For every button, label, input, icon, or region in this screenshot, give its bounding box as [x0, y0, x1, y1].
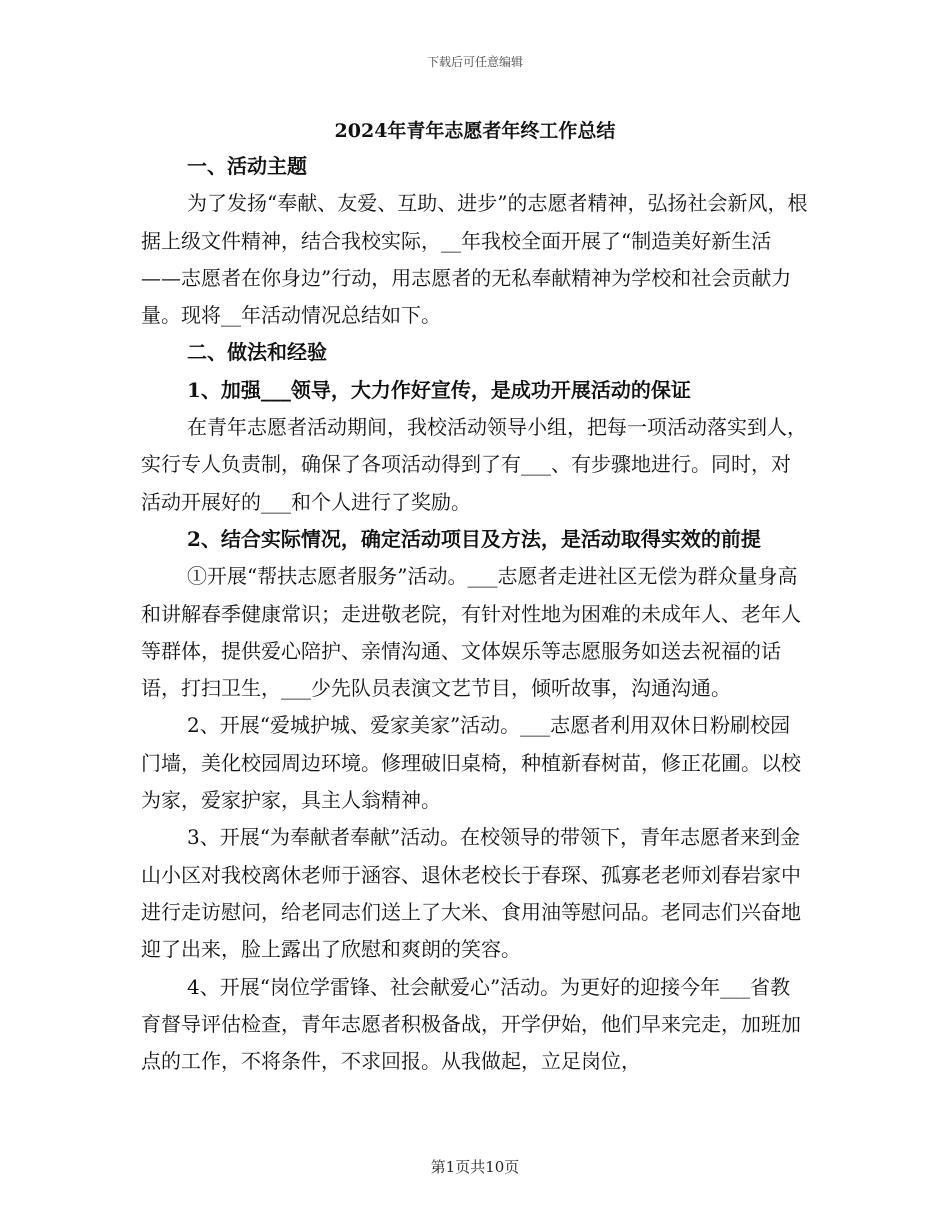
document-title: 2024年青年志愿者年终工作总结: [334, 120, 616, 142]
document-body: [141, 148, 809, 1080]
paragraph: 4、开展“岗位学雷锋、社会献爱心”活动。为更好的迎接今年___省教育督导评估检查，青年志愿者积极备战，开学伊始，他们早来完走，加班加点的工作，不将条件，不求回报。从我做起，立足岗位，: [141, 974, 801, 1074]
section-heading-2: 二、做法和经验: [187, 340, 327, 365]
subsection-heading-2: 2、结合实际情况，确定活动项目及方法，是活动取得实效的前提: [187, 526, 761, 551]
paragraph: 为了发扬“奉献、友爱、互助、进步”的志愿者精神，弘扬社会新风，根据上级文件精神，结合我校实际，__年我校全面开展了“制造美好新生活——志愿者在你身边”行动，用志愿者的无私奉献精神为学校和社会贡献力量。现将__年活动情况总结如下。: [141, 191, 808, 328]
subsection-heading-1: 1、加强___领导，大力作好宣传，是成功开展活动的保证: [187, 377, 691, 402]
page-number: 第1页共10页: [430, 1158, 520, 1176]
paragraph: ①开展“帮扶志愿者服务”活动。___志愿者走进社区无偿为群众量身高和讲解春季健康常识；走进敬老院，有针对性地为困难的未成年人、老年人等群体，提供爱心陪护、亲情沟通、文体娱乐等志愿服务如送去祝福的话语，打扫卫生，___少先队员表演文艺节目，倾听故事，沟通沟通。: [141, 564, 801, 701]
paragraph: 在青年志愿者活动期间，我校活动领导小组，把每一项活动落实到人，实行专人负责制，确保了各项活动得到了有___、有步骤地进行。同时，对活动开展好的___和个人进行了奖励。: [141, 415, 807, 514]
paragraph: 3、开展“为奉献者奉献”活动。在校领导的带领下，青年志愿者来到金山小区对我校离休老师于涵容、退休老校长于春琛、孤寡老老师刘春岩家中进行走访慰问，给老同志们送上了大米、食用油等慰问品。老同志们兴奋地迎了出来，脸上露出了欣慰和爽朗的笑容。: [141, 825, 801, 962]
page-header-note: 下载后可任意编辑: [426, 55, 523, 69]
section-heading-1: 一、活动主题: [187, 154, 307, 178]
paragraph: 2、开展“爱城护城、爱家美家”活动。___志愿者利用双休日粉刷校园门墙，美化校园周边环境。修理破旧桌椅，种植新春树苗，修正花圃。以校为家，爱家护家，具主人翁精神。: [141, 713, 801, 813]
